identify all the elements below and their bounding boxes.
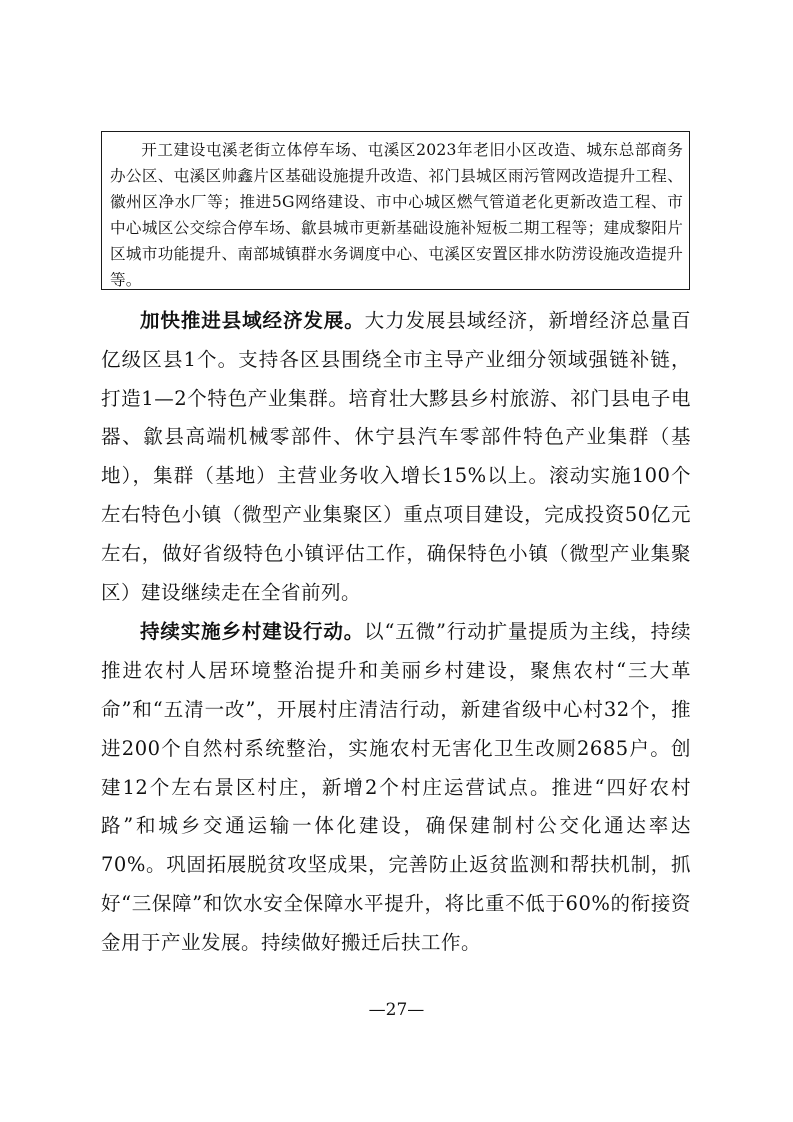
paragraph-lead: 持续实施乡村建设行动。 (140, 620, 365, 644)
page-number: —27— (368, 1000, 425, 1020)
paragraph-body: 以“五微”行动扩量提质为主线，持续推进农村人居环境整治提升和美丽乡村建设，聚焦农村“三大革命”和“五清一改”，开展村庄清洁行动，新建省级中心村32个，推进200个自然村系统整治，实施农村无害化卫生改厕2685户。创建12个左右景区村庄，新增2个村庄运营试点。推进“四好农村路”和城乡交通运输一体化建设，确保建制村公交化通达率达70%。巩固拓展脱贫攻坚成果，完善防止返贫监测和帮扶机制，抓好“三保障”和饮水安全保障水平提升，将比重不低于60%的衔接资金用于产业发展。持续做好搬迁后扶工作。 (101, 620, 691, 954)
boxed-note-text: 开工建设屯溪老街立体停车场、屯溪区2023年老旧小区改造、城东总部商务办公区、屯溪区帅鑫片区基础设施提升改造、祁门县城区雨污管网改造提升工程、徽州区净水厂等；推进5G网络建设、市中心城区燃气管道老化更新改造工程、市中心城区公交综合停车场、歙县城市更新基础设施补短板二期工程等；建成黎阳片区城市功能提升、南部城镇群水务调度中心、屯溪区安置区排水防涝设施改造提升等。 (110, 141, 683, 289)
boxed-note (101, 131, 690, 290)
body-text (101, 302, 691, 963)
paragraph-rural-construction (101, 613, 691, 962)
paragraph-body: 大力发展县域经济，新增经济总量百亿级区县1个。支持各区县围绕全市主导产业细分领域强链补链，打造1—2个特色产业集群。培育壮大黟县乡村旅游、祁门县电子电器、歙县高端机械零部件、休宁县汽车零部件特色产业集群（基地），集群（基地）主营业务收入增长15%以上。滚动实施100个左右特色小镇（微型产业集聚区）重点项目建设，完成投资50亿元左右，做好省级特色小镇评估工作，确保特色小镇（微型产业集聚区）建设继续走在全省前列。 (101, 309, 691, 604)
paragraph-lead: 加快推进县域经济发展。 (140, 309, 365, 332)
paragraph-county-economy (101, 302, 691, 612)
